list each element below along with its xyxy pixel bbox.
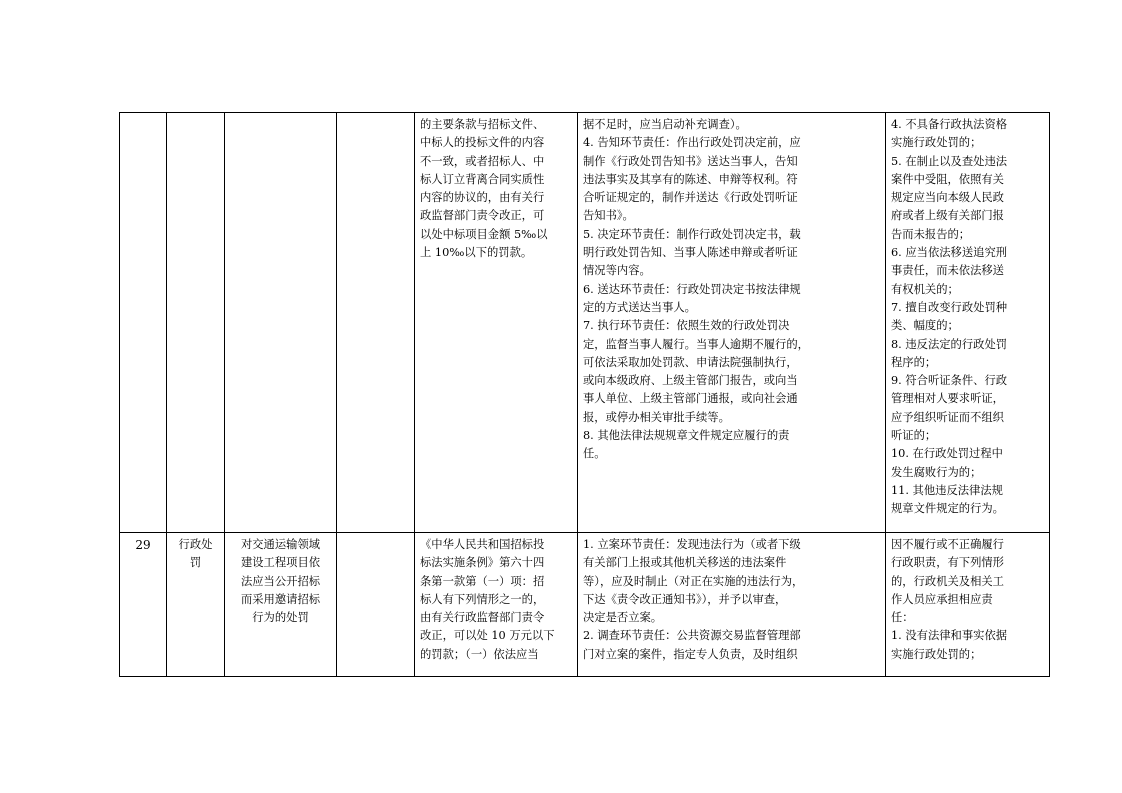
accountability-line: 9. 符合听证条件、行政 [891, 374, 1008, 388]
basis-line: 内容的协议的，由有关行 [420, 191, 545, 205]
accountability-line: 案件中受阻，依照有关 [891, 172, 1004, 186]
procedure-line: 下达《责令改正通知书》），并予以审查， [583, 592, 787, 606]
row-index-value: 29 [135, 538, 151, 552]
accountability-line: 程序的； [891, 355, 937, 369]
row-blank-cell [337, 113, 415, 533]
procedure-line: 可依法采取加处罚款、申请法院强制执行， [583, 355, 798, 369]
accountability-line: 实施行政处罚的； [891, 647, 982, 661]
accountability-line: 管理相对人要求听证， [891, 392, 1004, 406]
basis-line: 的罚款；（一）依法应当 [420, 647, 539, 661]
accountability-line: 4. 不具备行政执法资格 [891, 118, 1008, 131]
accountability-line: 规定应当向本级人民政 [891, 191, 1004, 205]
accountability-line: 听证的； [891, 429, 937, 443]
procedure-line: 任。 [583, 447, 606, 461]
row-item-name-cell [225, 533, 337, 677]
basis-line: 标人订立背离合同实质性 [420, 172, 545, 186]
accountability-line: 任： [891, 611, 914, 625]
procedure-line: 7. 执行环节责任：依照生效的行政处罚决 [583, 319, 790, 333]
procedure-line: 决定是否立案。 [583, 611, 663, 625]
item-name-line: 建设工程项目依 [240, 556, 321, 570]
basis-line: 标法实施条例》第六十四 [420, 556, 545, 570]
procedure-line: 事人单位、上级主管部门通报，或向社会通 [583, 392, 798, 406]
basis-line: 条第一款第（一）项：招 [420, 574, 545, 588]
row-category-cell [167, 113, 225, 533]
procedure-line: 门对立案的案件，指定专人负责，及时组织 [583, 647, 798, 661]
regulation-table [119, 112, 1050, 677]
accountability-line: 应予组织听证而不组织 [891, 410, 1004, 424]
accountability-line: 告而未报告的； [891, 227, 971, 241]
accountability-line: 7. 擅自改变行政处罚种 [891, 300, 1008, 314]
procedure-line: 有关部门上报或其他机关移送的违法案件 [583, 556, 787, 570]
category-line: 罚 [189, 556, 202, 570]
category-line: 行政处 [178, 538, 213, 551]
accountability-line: 的，行政机关及相关工 [891, 574, 1004, 588]
procedure-line: 制作《行政处罚告知书》送达当事人，告知 [583, 154, 798, 168]
procedure-line: 1. 立案环节责任：发现违法行为（或者下级 [583, 538, 801, 551]
procedure-line: 或向本级政府、上级主管部门报告，或向当 [583, 374, 798, 388]
accountability-line: 发生腐败行为的； [891, 465, 982, 479]
basis-line: 不一致，或者招标人、中 [420, 154, 545, 168]
accountability-line: 因不履行或不正确履行 [891, 538, 1004, 551]
row-item-name-cell [225, 113, 337, 533]
accountability-line: 行政职责，有下列情形 [891, 556, 1004, 570]
accountability-line: 类、幅度的； [891, 319, 959, 333]
accountability-line: 6. 应当依法移送追究刑 [891, 246, 1008, 260]
row-basis-cell [415, 113, 578, 533]
item-name-line: 而采用邀请招标 [240, 592, 321, 606]
accountability-line: 有权机关的； [891, 282, 959, 296]
item-name-line: 行为的处罚 [252, 611, 309, 625]
row-accountability-cell [886, 113, 1050, 533]
basis-line: 的主要条款与招标文件、 [420, 118, 545, 131]
procedure-line: 合听证规定的，制作并送达《行政处罚听证 [583, 191, 798, 205]
accountability-line: 1. 没有法律和事实依据 [891, 629, 1008, 643]
basis-line: 标人有下列情形之一的， [420, 592, 545, 606]
basis-line: 由有关行政监督部门责令 [420, 611, 545, 625]
accountability-line: 府或者上级有关部门报 [891, 209, 1004, 223]
basis-line: 上 10‰以下的罚款。 [420, 246, 533, 260]
row-basis-cell [415, 533, 578, 677]
row-procedures-cell [578, 533, 886, 677]
row-index-cell [120, 113, 167, 533]
procedure-line: 据不足时，应当启动补充调查）。 [583, 118, 747, 131]
procedure-line: 定，监督当事人履行。当事人逾期不履行的， [583, 337, 809, 351]
basis-line: 中标人的投标文件的内容 [420, 136, 545, 150]
accountability-line: 作人员应承担相应责 [891, 592, 993, 606]
table-row [120, 113, 1050, 533]
item-name-line: 法应当公开招标 [240, 574, 321, 588]
procedure-line: 报，或停办相关审批手续等。 [583, 410, 730, 424]
procedure-line: 6. 送达环节责任：行政处罚决定书按法律规 [583, 282, 801, 296]
accountability-line: 事责任，而未依法移送 [891, 264, 1004, 278]
accountability-line: 11. 其他违反法律法规 [891, 483, 1003, 497]
basis-line: 《中华人民共和国招标投 [420, 538, 545, 551]
basis-line: 以处中标项目金额 5‰以 [420, 227, 548, 241]
accountability-line: 10. 在行政处罚过程中 [891, 447, 1003, 461]
row-category-cell [167, 533, 225, 677]
procedure-line: 定的方式送达当事人。 [583, 300, 696, 314]
table-row [120, 533, 1050, 677]
procedure-line: 违法事实及其享有的陈述、申辩等权利。符 [583, 172, 798, 186]
procedure-line: 明行政处罚告知、当事人陈述申辩或者听证 [583, 246, 798, 260]
accountability-line: 实施行政处罚的； [891, 136, 982, 150]
procedure-line: 8. 其他法律法规规章文件规定应履行的责 [583, 429, 790, 443]
procedure-line: 等），应及时制止（对正在实施的违法行为， [583, 574, 804, 588]
procedure-line: 情况等内容。 [583, 264, 651, 278]
basis-line: 政监督部门责令改正，可 [420, 209, 545, 223]
accountability-line: 5. 在制止以及查处违法 [891, 154, 1008, 168]
row-blank-cell [337, 533, 415, 677]
row-accountability-cell [886, 533, 1050, 677]
basis-line: 改正，可以处 10 万元以下 [420, 629, 555, 643]
procedure-line: 4. 告知环节责任：作出行政处罚决定前，应 [583, 136, 801, 150]
accountability-line: 8. 违反法定的行政处罚 [891, 337, 1008, 351]
row-index-cell [120, 533, 167, 677]
procedure-line: 2. 调查环节责任：公共资源交易监督管理部 [583, 629, 801, 643]
procedure-line: 5. 决定环节责任：制作行政处罚决定书，载 [583, 227, 801, 241]
item-name-line: 对交通运输领域 [240, 538, 321, 551]
procedure-line: 告知书》。 [583, 209, 634, 223]
accountability-line: 规章文件规定的行为。 [891, 502, 1004, 516]
row-procedures-cell [578, 113, 886, 533]
